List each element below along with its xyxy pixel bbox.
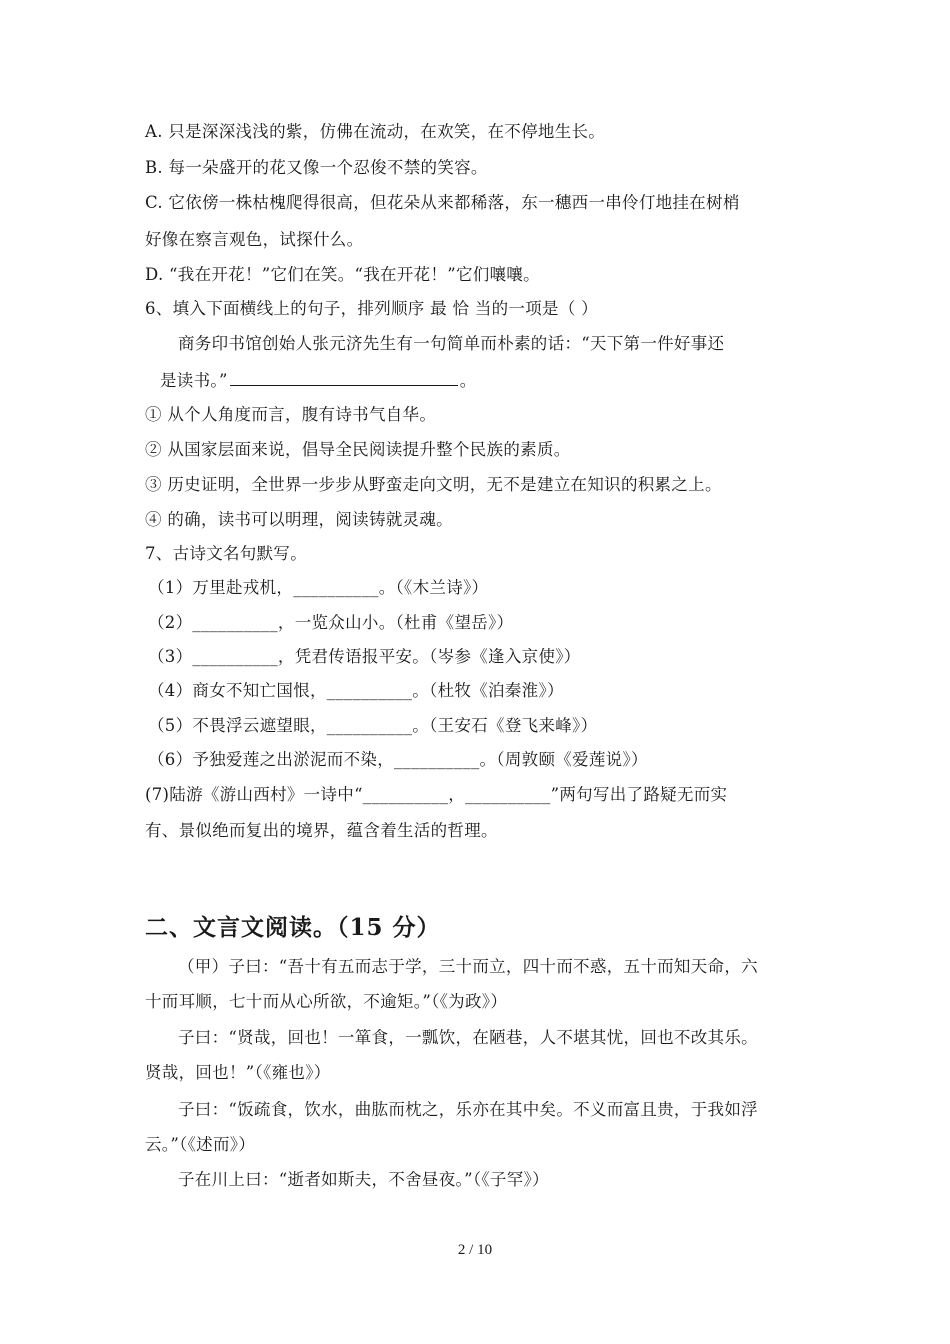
q7-item-5: （5）不畏浮云遮望眼，__________。（王安石《登飞来峰》） bbox=[148, 716, 598, 735]
answer-blank[interactable] bbox=[230, 369, 458, 386]
passage-3-line1: 子曰：“饭疏食，饮水，曲肱而枕之，乐亦在其中矣。不义而富且贵，于我如浮 bbox=[178, 1100, 758, 1119]
q7-item-2: （2）__________，一览众山小。（杜甫《望岳》） bbox=[148, 613, 514, 632]
passage-4: 子在川上曰：“逝者如斯夫，不舍昼夜。”（《子罕》） bbox=[178, 1170, 549, 1189]
q6-passage-text: 是读书。” bbox=[160, 371, 228, 390]
q6-sentence-2: ② 从国家层面来说，倡导全民阅读提升整个民族的素质。 bbox=[145, 440, 571, 459]
q7-item-4: （4）商女不知亡国恨，__________。（杜牧《泊秦淮》） bbox=[148, 681, 564, 700]
q7-item-7-line2: 有、景似绝而复出的境界，蕴含着生活的哲理。 bbox=[145, 821, 498, 840]
q6-passage-end: 。 bbox=[459, 371, 477, 390]
passage-1-line2: 十而耳顺，七十而从心所欲，不逾矩。”（《为政》） bbox=[145, 992, 508, 1011]
q7-item-3: （3）__________，凭君传语报平安。（岑参《逢入京使》） bbox=[148, 647, 581, 666]
q7-item-6: （6）予独爱莲之出淤泥而不染，__________。（周敦颐《爱莲说》） bbox=[148, 750, 648, 769]
q5-option-a: A. 只是深深浅浅的紫，仿佛在流动，在欢笑，在不停地生长。 bbox=[145, 122, 606, 141]
q5-option-c-line2: 好像在察言观色，试探什么。 bbox=[145, 230, 364, 249]
q7-stem: 7、古诗文名句默写。 bbox=[145, 544, 307, 563]
q5-option-b: B. 每一朵盛开的花又像一个忍俊不禁的笑容。 bbox=[145, 158, 488, 177]
passage-2-line2: 贤哉，回也！”（《雍也》） bbox=[145, 1063, 331, 1082]
q6-sentence-3: ③ 历史证明，全世界一步步从野蛮走向文明，无不是建立在知识的积累之上。 bbox=[145, 475, 722, 494]
passage-1-line1: （甲）子曰：“吾十有五而志于学，三十而立，四十而不惑，五十而知天命，六 bbox=[178, 957, 758, 976]
q6-sentence-4: ④ 的确，读书可以明理，阅读铸就灵魂。 bbox=[145, 510, 453, 529]
q6-stem: 6、填入下面横线上的句子，排列顺序 最 恰 当的一项是（ ） bbox=[145, 299, 598, 318]
page-number: 2 / 10 bbox=[457, 1242, 493, 1258]
section-heading: 二、文言文阅读。（15 分） bbox=[145, 914, 441, 941]
q6-passage-line1: 商务印书馆创始人张元济先生有一句简单而朴素的话：“天下第一件好事还 bbox=[178, 334, 725, 353]
q5-option-d: D. “我在开花！”它们在笑。“我在开花！”它们嚷嚷。 bbox=[145, 265, 540, 284]
q6-sentence-1: ① 从个人角度而言，腹有诗书气自华。 bbox=[145, 405, 437, 424]
q7-item-7-line1: (7)陆游《游山西村》一诗中“__________，__________”两句写出了路疑无而实 bbox=[145, 785, 728, 804]
passage-2-line1: 子曰：“贤哉，回也！一箪食，一瓢饮，在陋巷，人不堪其忧，回也不改其乐。 bbox=[178, 1028, 758, 1047]
q5-option-c-line1: C. 它依傍一株枯槐爬得很高，但花朵从来都稀落，东一穗西一串伶仃地挂在树梢 bbox=[145, 193, 740, 212]
q6-passage-line2 bbox=[160, 369, 477, 392]
q7-item-1: （1）万里赴戎机，__________。（《木兰诗》） bbox=[148, 578, 489, 597]
passage-3-line2: 云。”（《述而》） bbox=[145, 1135, 256, 1154]
